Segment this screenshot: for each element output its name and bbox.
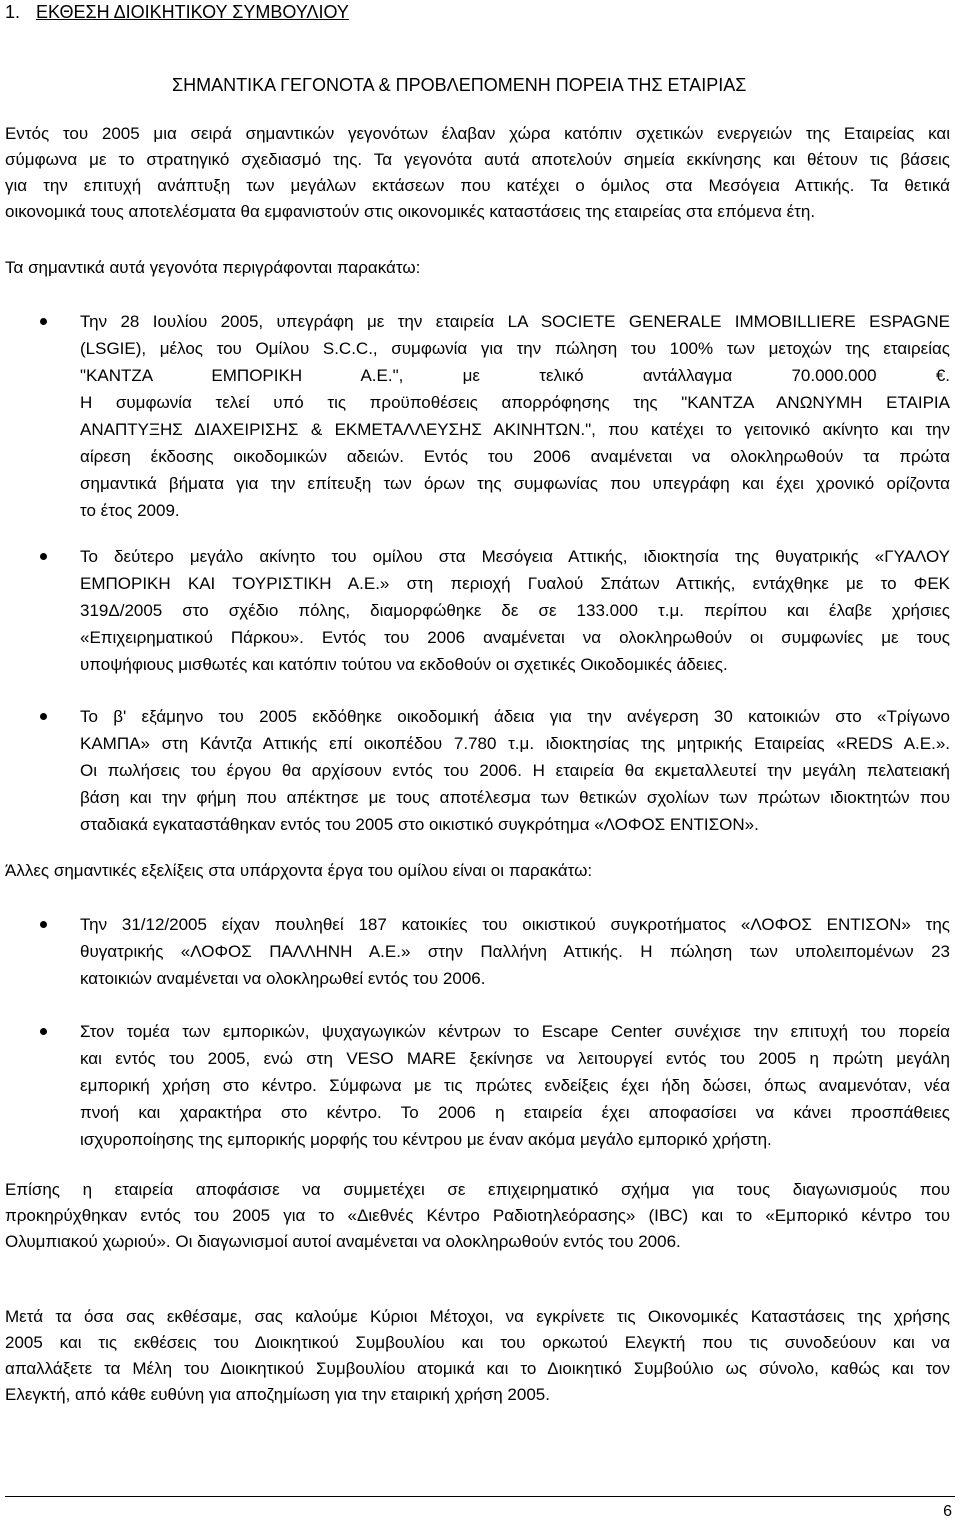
text-line: ΚΑΜΠΑ» στη Κάντζα Αττικής επί οικοπέδου 7.780 τ.μ. ιδιοκτησίας της μητρικής Εταιρείας «REDS A.E.». — [80, 734, 950, 753]
text-line: σημαντικά βήματα για την επίτευξη των όρων της συμφωνίας που υπεγράφη και έχει χρονικό ορίζοντα — [80, 474, 950, 493]
text-line: Εντός του 2005 μια σειρά σημαντικών γεγονότων έλαβαν χώρα κατόπιν σχετικών ενεργειών της Εταιρείας και — [5, 124, 950, 143]
page-number: 6 — [943, 1503, 952, 1520]
text-line: Το β' εξάμηνο του 2005 εκδόθηκε οικοδομική άδεια για την ανέγερση 30 κατοικιών στο «Τρίγωνο — [80, 707, 950, 726]
text-line: οικονομικά τους αποτελέσματα θα εμφανιστούν στις οικονομικές καταστάσεις της εταιρείας στα επόμενα έτη. — [5, 202, 816, 221]
text-line: Την 28 Ιουλίου 2005, υπεγράφη με την εταιρεία LA SOCIETE GENERALE IMMOBILLIERE ESPAGNE — [80, 312, 950, 331]
text-line: για την επιτυχή ανάπτυξη των μεγάλων εκτάσεων που κατέχει ο όμιλος στα Μεσόγεια Αττικής. Τα θετικά — [5, 176, 950, 195]
bullet-icon — [40, 318, 47, 325]
text-line: υποψήφιους μισθωτές και κατόπιν τούτου να εκδοθούν οι σχετικές Οικοδομικές άδειες. — [80, 655, 728, 674]
text-line: το έτος 2009. — [80, 501, 180, 520]
text-line: πνοή και χαρακτήρα στο κέντρο. Το 2006 η εταιρεία έχει αποφασίσει να κάνει προσπάθειες — [80, 1103, 950, 1122]
section-number: 1. — [5, 2, 21, 22]
text-line: Τα σημαντικά αυτά γεγονότα περιγράφονται παρακάτω: — [5, 258, 421, 277]
text-line: Μετά τα όσα σας εκθέσαμε, σας καλούμε Κύριοι Μέτοχοι, να εγκρίνετε τις Οικονομικές Καταστάσεις της χρήσης — [5, 1307, 950, 1326]
text-line: απαλλάξετε τα Μέλη του Διοικητικού Συμβουλίου ατομικά και το Διοικητικό Συμβούλιο ως σύνολο, καθώς και τον — [5, 1359, 950, 1378]
bullet-icon — [40, 713, 47, 720]
text-line: (LSGIE), μέλος του Ομίλου S.C.C., συμφωνία για την πώληση του 100% των μετοχών της εταιρείας — [80, 339, 950, 358]
text-line: Ολυμπιακού χωριού». Οι διαγωνισμοί αυτοί αναμένεται να ολοκληρωθούν εντός του 2006. — [5, 1232, 681, 1251]
list-item — [80, 911, 950, 992]
text-line: Οι πωλήσεις του έργου θα αρχίσουν εντός του 2006. Η εταιρεία θα εκμεταλλευτεί την μεγάλη πελατειακή — [80, 761, 950, 780]
text-line: Άλλες σημαντικές εξελίξεις στα υπάρχοντα έργα του ομίλου είναι οι παρακάτω: — [5, 861, 593, 880]
bullet-icon — [40, 921, 47, 928]
intro-paragraph — [5, 121, 950, 225]
text-line: "ΚΑΝΤΖΑ ΕΜΠΟΡΙΚΗ Α.Ε.", με τελικό αντάλλαγμα 70.000.000 €. — [80, 366, 950, 385]
text-line: 2005 και τις εκθέσεις του Διοικητικού Συμβουλίου και του ορκωτού Ελεγκτή που τις συνοδεύουν και να — [5, 1333, 950, 1352]
list-item — [80, 703, 950, 838]
text-line: ΕΜΠΟΡΙΚΗ ΚΑΙ ΤΟΥΡΙΣΤΙΚΗ Α.Ε.» στη περιοχή Γυαλού Σπάτων Αττικής, εντάχθηκε με το ΦΕΚ — [80, 574, 950, 593]
text-line: Στον τομέα των εμπορικών, ψυχαγωγικών κέντρων το Escape Center συνέχισε την επιτυχή του πορεία — [80, 1022, 950, 1041]
list1-intro — [5, 255, 950, 281]
section-heading — [5, 0, 935, 26]
list-item — [80, 543, 950, 678]
subtitle: ΣΗΜΑΝΤΙΚΑ ΓΕΓΟΝΟΤΑ & ΠΡΟΒΛΕΠΟΜΕΝΗ ΠΟΡΕΙΑ ΤΗΣ ΕΤΑΙΡΙΑΣ — [172, 75, 747, 95]
text-line: βάση και την φήμη που απέκτησε με τους αποτέλεσμα των θετικών σχολίων των πρώτων ιδιοκτητών που — [80, 788, 950, 807]
text-line: θυγατρικής «ΛΟΦΟΣ ΠΑΛΛΗΝΗ Α.Ε.» στην Παλλήνη Αττικής. Η πώληση των υπολειπομένων 23 — [80, 942, 950, 961]
ibc-paragraph — [5, 1177, 950, 1255]
text-line: «Επιχειρηματικού Πάρκου». Εντός του 2006 αναμένεται να ολοκληρωθούν οι συμφωνίες με τους — [80, 628, 950, 647]
text-line: Την 31/12/2005 είχαν πουληθεί 187 κατοικίες του οικιστικού συγκροτήματος «ΛΟΦΟΣ ΕΝΤΙΣΟΝ» της — [80, 915, 950, 934]
text-line: και εντός του 2005, ενώ στη VESO MARE ξεκίνησε να λειτουργεί εντός του 2005 η πρώτη μεγάλη — [80, 1049, 950, 1068]
bullet-icon — [40, 553, 47, 560]
text-line: Το δεύτερο μεγάλο ακίνητο του ομίλου στα Μεσόγεια Αττικής, ιδιοκτησία της θυγατρικής «ΓΥΑΛΟΥ — [80, 547, 950, 566]
text-line: αίρεση έκδοσης οικοδομικών αδειών. Εντός του 2006 αναμένεται να ολοκληρωθούν τα πρώτα — [80, 447, 950, 466]
section-title: ΕΚΘΕΣΗ ΔΙΟΙΚΗΤΙΚΟΥ ΣΥΜΒΟΥΛΙΟΥ — [36, 2, 349, 22]
text-line: ΑΝΑΠΤΥΞΗΣ ΔΙΑΧΕΙΡΙΣΗΣ & ΕΚΜΕΤΑΛΛΕΥΣΗΣ ΑΚΙΝΗΤΩΝ.", που κατέχει το γειτονικό ακίνητο και την — [80, 420, 950, 439]
list-item — [80, 1018, 950, 1153]
text-line: Ελεγκτή, από κάθε ευθύνη για αποζημίωση για την εταιρική χρήση 2005. — [5, 1385, 550, 1404]
closing-paragraph — [5, 1304, 950, 1408]
text-line: σύμφωνα με το στρατηγικό σχεδιασμό της. Τα γεγονότα αυτά αποτελούν σημεία εκκίνησης και θέτουν τις βάσεις — [5, 150, 950, 169]
text-line: κατοικιών αναμένεται να ολοκληρωθεί εντός του 2006. — [80, 969, 486, 988]
list-item — [80, 308, 950, 524]
text-line: εμπορική χρήση στο κέντρο. Σύμφωνα με τις πρώτες ενδείξεις έχει ήδη δώσει, όπως αναμενόταν, νέα — [80, 1076, 950, 1095]
text-line: ισχυροποίησης της εμπορικής μορφής του κέντρου με έναν ακόμα μεγάλο εμπορικό χρήστη. — [80, 1130, 772, 1149]
text-line: Η συμφωνία τελεί υπό τις προϋποθέσεις απορρόφησης της "ΚΑΝΤΖΑ ΑΝΩΝΥΜΗ ΕΤΑΙΡΙΑ — [80, 393, 950, 412]
bullet-icon — [40, 1028, 47, 1035]
text-line: προκηρύχθηκαν εντός του 2005 για το «Διεθνές Κέντρο Ραδιοτηλεόρασης» (IBC) και το «Εμπορικό κέντρο του — [5, 1206, 950, 1225]
text-line: Επίσης η εταιρεία αποφάσισε να συμμετέχει σε επιχειρηματικό σχήμα για τους διαγωνισμούς που — [5, 1180, 950, 1199]
footer-divider — [5, 1496, 955, 1497]
text-line: 319Δ/2005 στο σχέδιο πόλης, διαμορφώθηκε δε σε 133.000 τ.μ. περίπου και έλαβε χρήσιες — [80, 601, 950, 620]
text-line: σταδιακά εγκαταστάθηκαν εντός του 2005 στο οικιστικό συγκρότημα «ΛΟΦΟΣ ΕΝΤΙΣΟΝ». — [80, 815, 759, 834]
list2-intro — [5, 858, 950, 884]
